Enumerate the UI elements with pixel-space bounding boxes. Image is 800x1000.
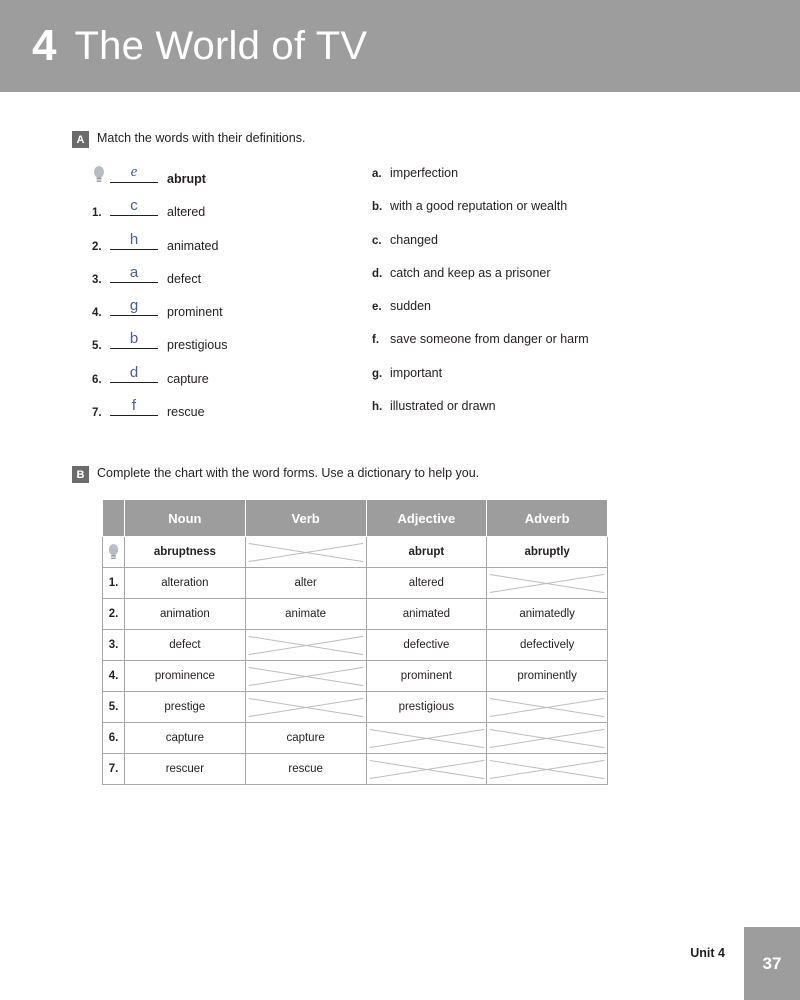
definition-text: illustrated or drawn <box>390 399 496 414</box>
word-forms-chart <box>102 499 608 785</box>
match-row <box>92 363 322 399</box>
match-row <box>92 263 322 299</box>
row-number: 6. <box>92 373 102 386</box>
definition-item <box>372 233 692 266</box>
lightbulb-icon <box>103 537 125 568</box>
row-number: 1. <box>103 568 125 599</box>
cell-adverb[interactable]: abruptly <box>487 537 608 568</box>
definition-text: catch and keep as a prisoner <box>390 265 551 280</box>
exercise-b <box>72 465 608 785</box>
word-forms-table <box>102 499 608 785</box>
cell-verb[interactable]: alter <box>245 568 366 599</box>
definition-letter: a. <box>372 168 382 180</box>
exercise-a-letter: A <box>72 131 89 148</box>
column-header-noun: Noun <box>125 500 246 537</box>
page-title: The World of TV <box>74 24 368 68</box>
row-number: 3. <box>92 273 102 286</box>
definition-item <box>372 332 692 365</box>
answer-blank[interactable]: d <box>110 366 158 383</box>
column-header-verb: Verb <box>245 500 366 537</box>
column-header-adverb: Adverb <box>487 500 608 537</box>
column-header-adjective: Adjective <box>366 500 487 537</box>
table-row <box>103 568 608 599</box>
cell-adjective[interactable]: prestigious <box>366 692 487 723</box>
cell-adverb-blocked <box>487 692 608 723</box>
row-number: 6. <box>103 723 125 754</box>
cell-adjective[interactable]: abrupt <box>366 537 487 568</box>
cell-adjective-blocked <box>366 723 487 754</box>
cell-verb-blocked <box>245 537 366 568</box>
cell-noun[interactable]: animation <box>125 599 246 630</box>
definition-item <box>372 199 692 232</box>
row-number: 4. <box>92 307 102 320</box>
definition-item <box>372 399 692 432</box>
cell-adverb-blocked <box>487 754 608 785</box>
table-row <box>103 630 608 661</box>
match-word: prominent <box>167 305 223 320</box>
match-word: prestigious <box>167 338 228 353</box>
cell-noun[interactable]: prestige <box>125 692 246 723</box>
cell-verb-blocked <box>245 630 366 661</box>
cell-verb-blocked <box>245 661 366 692</box>
unit-number: 4 <box>32 21 57 70</box>
row-number: 5. <box>103 692 125 723</box>
cell-verb[interactable]: capture <box>245 723 366 754</box>
match-row <box>92 399 322 432</box>
exercise-a <box>72 130 712 420</box>
matching-words-column <box>92 166 322 432</box>
row-number: 2. <box>103 599 125 630</box>
match-row <box>92 166 322 199</box>
definition-text: with a good reputation or wealth <box>390 199 568 214</box>
answer-blank[interactable]: b <box>110 332 158 349</box>
row-number: 7. <box>103 754 125 785</box>
cell-adjective[interactable]: animated <box>366 599 487 630</box>
definition-letter: d. <box>372 267 383 280</box>
lightbulb-icon <box>92 169 110 183</box>
cell-adjective[interactable]: defective <box>366 630 487 661</box>
cell-verb-blocked <box>245 692 366 723</box>
match-word: capture <box>167 371 209 386</box>
exercise-b-instruction: Complete the chart with the word forms. Use a dictionary to help you. <box>97 466 480 480</box>
table-row <box>103 723 608 754</box>
footer-unit-label: Unit 4 <box>690 946 725 960</box>
definition-letter: f. <box>372 334 380 347</box>
row-number: 5. <box>92 340 102 353</box>
cell-adverb[interactable]: defectively <box>487 630 608 661</box>
answer-blank[interactable]: e <box>110 166 158 183</box>
row-number: 7. <box>92 407 102 420</box>
cell-verb[interactable]: rescue <box>245 754 366 785</box>
match-word: altered <box>167 205 206 220</box>
definition-letter: e. <box>372 301 382 314</box>
match-word: abrupt <box>167 172 206 186</box>
answer-blank[interactable]: a <box>110 266 158 283</box>
cell-noun[interactable]: abruptness <box>125 537 246 568</box>
match-row <box>92 230 322 266</box>
definition-letter: c. <box>372 234 382 247</box>
answer-blank[interactable]: c <box>110 199 158 216</box>
cell-noun[interactable]: rescuer <box>125 754 246 785</box>
definition-text: imperfection <box>390 166 459 180</box>
table-row <box>103 537 608 568</box>
definition-item <box>372 166 692 199</box>
table-row <box>103 692 608 723</box>
table-row <box>103 754 608 785</box>
cell-adverb-blocked <box>487 723 608 754</box>
cell-noun[interactable]: defect <box>125 630 246 661</box>
row-number: 3. <box>103 630 125 661</box>
match-word: rescue <box>167 405 205 420</box>
cell-noun[interactable]: alteration <box>125 568 246 599</box>
definition-letter: g. <box>372 367 383 380</box>
table-header-row <box>103 500 608 537</box>
row-number-header <box>103 500 125 537</box>
exercise-b-header <box>72 465 608 483</box>
page-header <box>0 0 800 92</box>
definition-letter: b. <box>372 201 383 214</box>
definition-item <box>372 266 692 299</box>
definition-text: save someone from danger or harm <box>390 332 589 347</box>
definition-item <box>372 299 692 332</box>
answer-blank[interactable]: f <box>110 399 158 416</box>
match-word: animated <box>167 238 219 253</box>
match-row <box>92 199 322 232</box>
answer-blank[interactable]: g <box>110 299 158 316</box>
definition-text: important <box>390 365 443 380</box>
cell-adjective[interactable]: prominent <box>366 661 487 692</box>
exercise-b-letter: B <box>72 466 89 483</box>
definitions-column <box>372 166 692 432</box>
cell-adverb[interactable]: animatedly <box>487 599 608 630</box>
cell-noun[interactable]: capture <box>125 723 246 754</box>
row-number: 2. <box>92 240 102 253</box>
exercise-a-header <box>72 130 712 148</box>
cell-adverb-blocked <box>487 568 608 599</box>
cell-adjective-blocked <box>366 754 487 785</box>
cell-verb[interactable]: animate <box>245 599 366 630</box>
page-number: 37 <box>744 927 800 1000</box>
table-row <box>103 661 608 692</box>
definition-letter: h. <box>372 401 383 414</box>
cell-noun[interactable]: prominence <box>125 661 246 692</box>
cell-adjective[interactable]: altered <box>366 568 487 599</box>
match-row <box>92 332 322 365</box>
table-row <box>103 599 608 630</box>
definition-item <box>372 366 692 399</box>
row-number: 1. <box>92 207 102 220</box>
match-row <box>92 299 322 332</box>
match-word: defect <box>167 271 202 286</box>
definition-text: sudden <box>390 299 432 314</box>
definition-text: changed <box>390 232 438 247</box>
exercise-a-instruction: Match the words with their definitions. <box>97 131 306 145</box>
answer-blank[interactable]: h <box>110 233 158 250</box>
row-number: 4. <box>103 661 125 692</box>
cell-adverb[interactable]: prominently <box>487 661 608 692</box>
